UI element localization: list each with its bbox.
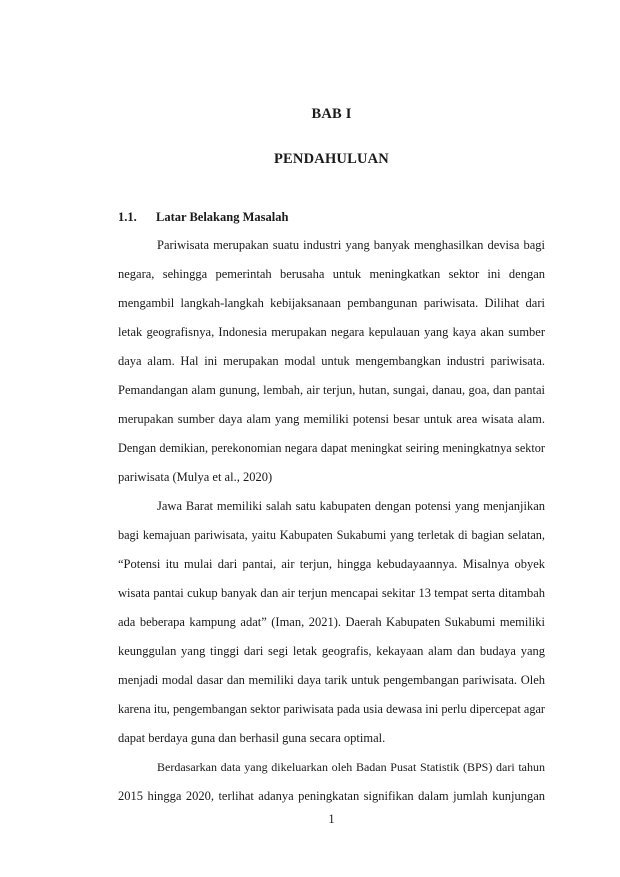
paragraph-2-line-2: bagi kemajuan pariwisata, yaitu Kabupaten Sukabumi yang terletak di bagian selatan, <box>118 528 545 542</box>
chapter-title: PENDAHULUAN <box>274 151 389 167</box>
paragraph-2-line-1: Jawa Barat memiliki salah satu kabupaten dengan potensi yang menjanjikan <box>157 499 545 513</box>
paragraph-1-line-7: merupakan sumber daya alam yang memiliki potensi besar untuk area wisata alam. <box>118 412 545 426</box>
section-title: Latar Belakang Masalah <box>156 210 289 224</box>
paragraph-3-line-2: 2015 hingga 2020, terlihat adanya peningkatan signifikan dalam jumlah kunjungan <box>118 789 545 803</box>
paragraph-1-line-3: mengambil langkah-langkah kebijaksanaan pembangunan pariwisata. Dilihat dari <box>118 296 545 310</box>
paragraph-1-line-8: Dengan demikian, perekonomian negara dapat meningkat seiring meningkatnya sektor <box>118 441 545 455</box>
chapter-number: BAB I <box>311 106 352 122</box>
paragraph-2-line-9: dapat berdaya guna dan berhasil guna secara optimal. <box>118 731 386 745</box>
paragraph-2-line-3: “Potensi itu mulai dari pantai, air terjun, hingga kebudayaannya. Misalnya obyek <box>118 557 545 571</box>
paragraph-3-line-1: Berdasarkan data yang dikeluarkan oleh Badan Pusat Statistik (BPS) dari tahun <box>157 760 545 774</box>
paragraph-1-line-4: letak geografisnya, Indonesia merupakan negara kepulauan yang kaya akan sumber <box>118 325 545 339</box>
paragraph-1-line-5: daya alam. Hal ini merupakan modal untuk mengembangkan industri pariwisata. <box>118 354 545 368</box>
section-number: 1.1. <box>118 210 137 224</box>
paragraph-1-line-1: Pariwisata merupakan suatu industri yang banyak menghasilkan devisa bagi <box>157 238 545 252</box>
paragraph-2-line-5: ada beberapa kampung adat” (Iman, 2021). Daerah Kabupaten Sukabumi memiliki <box>118 615 545 629</box>
paragraph-2-line-8: karena itu, pengembangan sektor pariwisata pada usia dewasa ini perlu dipercepat agar <box>118 702 545 716</box>
paragraph-1-line-9: pariwisata (Mulya et al., 2020) <box>118 470 273 484</box>
paragraph-2-line-7: menjadi modal dasar dan memiliki daya tarik untuk pengembangan pariwisata. Oleh <box>118 673 545 687</box>
paragraph-2-line-6: keunggulan yang tinggi dari segi letak geografis, kekayaan alam dan budaya yang <box>118 644 545 658</box>
paragraph-2-line-4: wisata pantai cukup banyak dan air terjun mencapai sekitar 13 tempat serta ditambah <box>118 586 545 600</box>
paragraph-1-line-2: negara, sehingga pemerintah berusaha untuk meningkatkan sektor ini dengan <box>118 267 545 281</box>
page-number: 1 <box>328 812 335 826</box>
section-heading <box>118 210 288 225</box>
paragraph-1-line-6: Pemandangan alam gunung, lembah, air terjun, hutan, sungai, danau, goa, dan pantai <box>118 383 545 397</box>
